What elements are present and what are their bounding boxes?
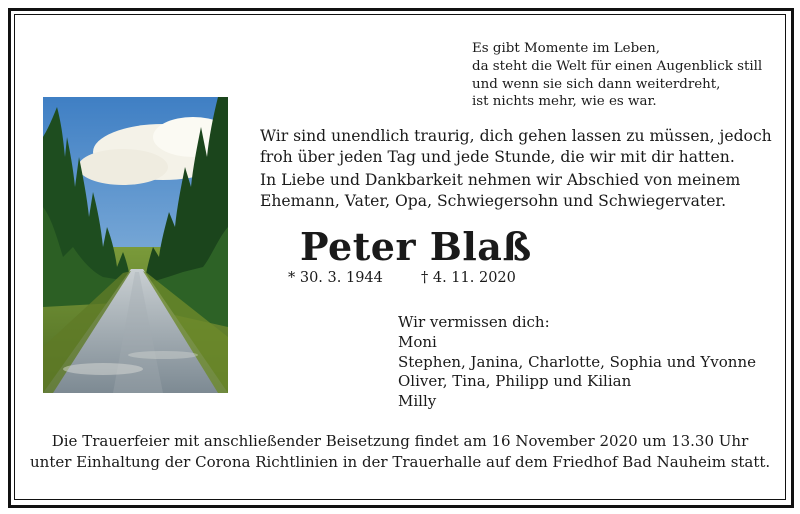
cypress-avenue-photo bbox=[43, 97, 228, 393]
paragraph-line: froh über jeden Tag und jede Stunde, die wir mit dir hatten. bbox=[260, 147, 735, 166]
funeral-notice bbox=[30, 431, 770, 472]
poem-line: und wenn sie sich dann weiterdreht, bbox=[472, 76, 721, 92]
mourners-heading: Wir vermissen dich: bbox=[398, 313, 550, 331]
poem-line: Es gibt Momente im Leben, bbox=[472, 41, 660, 56]
paragraph-line: In Liebe und Dankbarkeit nehmen wir Abschied von meinem bbox=[260, 171, 741, 189]
footer-line: unter Einhaltung der Corona Richtlinien in der Trauerhalle auf dem Friedhof Bad Nauheim statt. bbox=[30, 452, 771, 471]
mourner-line: Oliver, Tina, Philipp und Kilian bbox=[398, 372, 632, 391]
mourner-line: Milly bbox=[398, 392, 437, 411]
birth-date: * 30. 3. 1944 bbox=[288, 270, 383, 286]
sorrow-paragraph bbox=[260, 126, 780, 167]
poem bbox=[472, 40, 772, 111]
farewell-paragraph bbox=[260, 170, 780, 211]
paragraph-line: Wir sind unendlich traurig, dich gehen lassen zu müssen, jedoch bbox=[260, 127, 772, 145]
cypress-avenue-road-photo-icon bbox=[43, 97, 228, 393]
deceased-name: Peter Blaß bbox=[300, 224, 532, 269]
footer-line: Die Trauerfeier mit anschließender Beisetzung findet am 16 November 2020 um 13.30 Uhr bbox=[51, 432, 749, 450]
poem-line: da steht die Welt für einen Augenblick still bbox=[472, 58, 763, 74]
mourner-line: Moni bbox=[398, 332, 437, 351]
mourners-list bbox=[398, 313, 778, 412]
poem-line: ist nichts mehr, wie es war. bbox=[472, 94, 657, 110]
death-date: † 4. 11. 2020 bbox=[421, 270, 516, 286]
paragraph-line: Ehemann, Vater, Opa, Schwiegersohn und Schwiegervater. bbox=[260, 191, 727, 210]
mourner-line: Stephen, Janina, Charlotte, Sophia und Yvonne bbox=[398, 352, 756, 371]
